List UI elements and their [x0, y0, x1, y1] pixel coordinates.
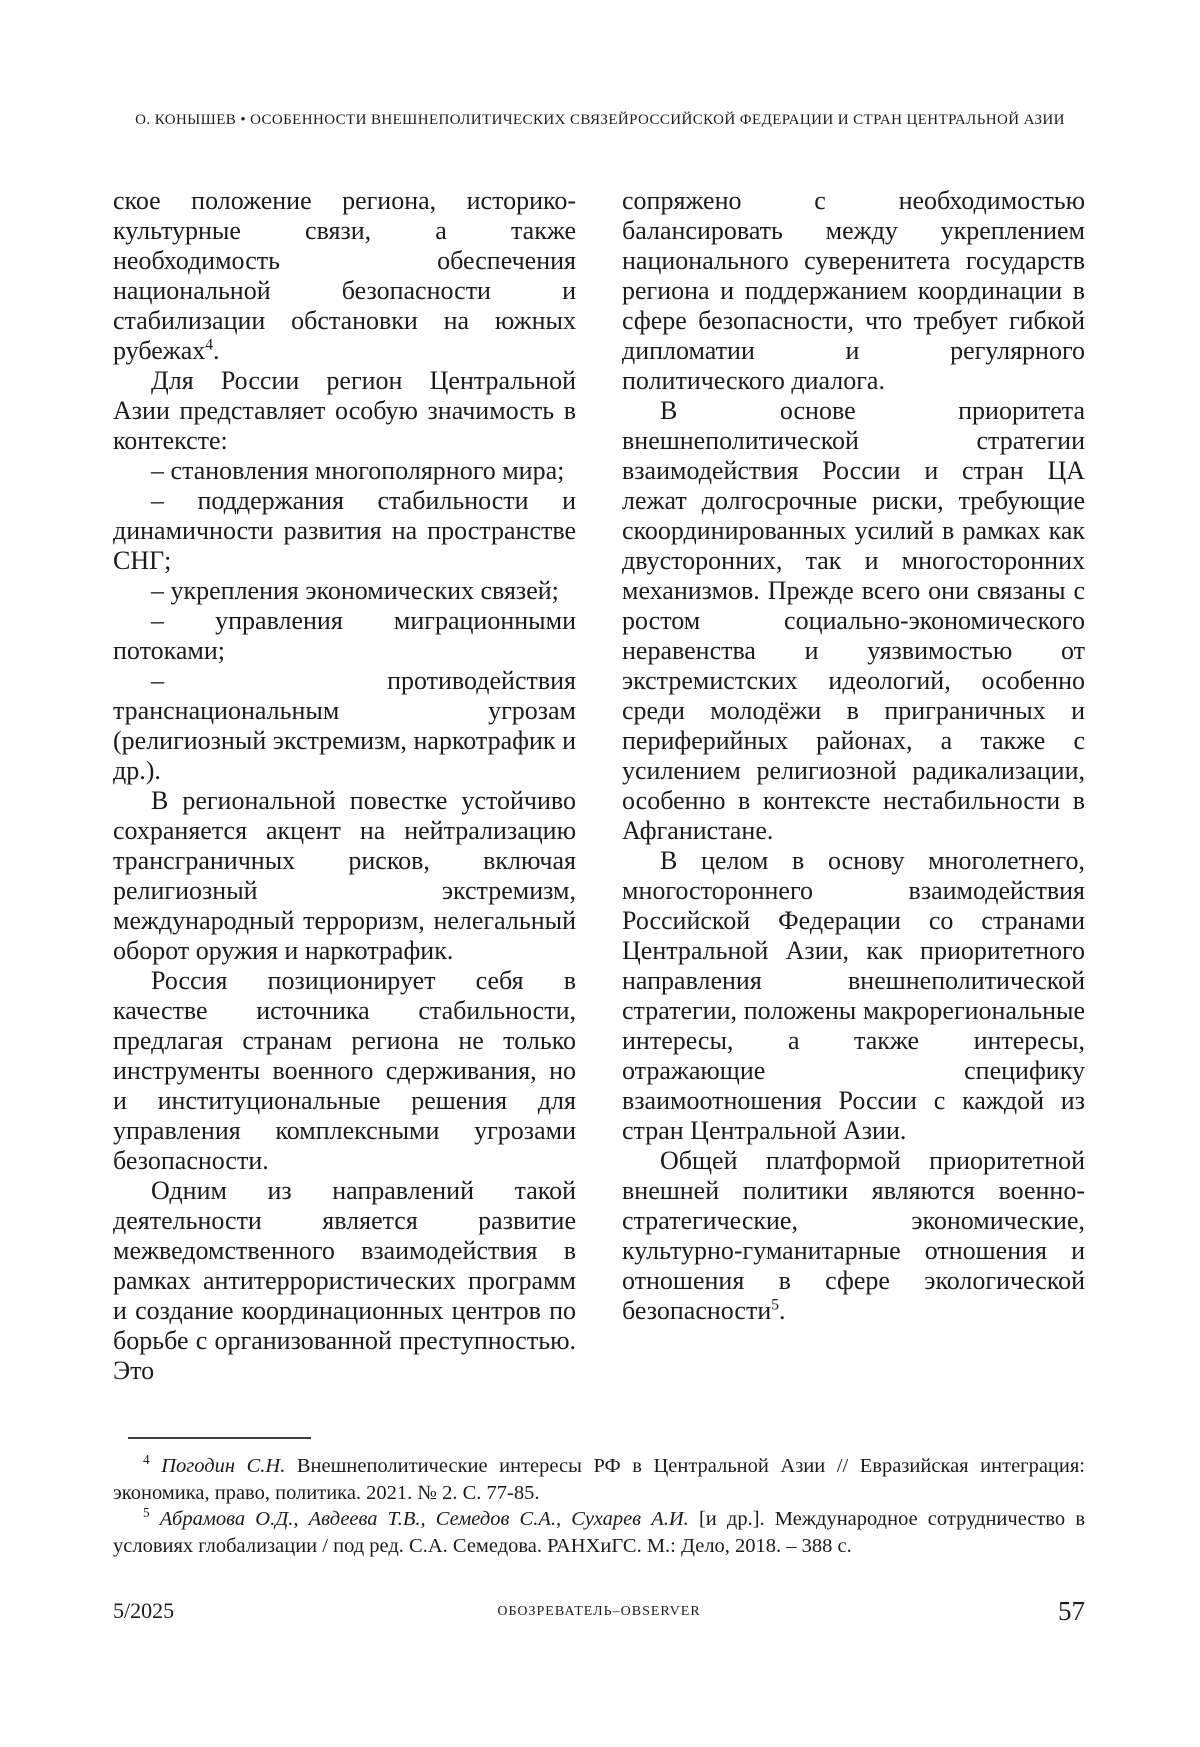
footnote-separator-rule — [128, 1437, 311, 1439]
body-paragraph: – управления миграционными потоками; — [113, 606, 576, 665]
footnotes-block — [113, 1453, 1085, 1559]
right-column — [622, 186, 1085, 1386]
body-paragraph: Для России регион Центральной Азии представляет особую значимость в контексте: — [113, 366, 576, 455]
footnote-authors: Абрамова О.Д., Авдеева Т.В., Семедов С.А., Сухарев А.И. — [159, 1508, 689, 1530]
body-paragraph: – становления многополярного мира; — [151, 456, 565, 485]
footnote-reference: 4 — [205, 336, 214, 354]
body-paragraph: В основе приоритета внешнеполитической стратегии взаимодействия России и стран ЦА лежат долгосрочные риски, требующие скоординированных усилий в рамках как двусторонних, так и многосторонних механизмов. Прежде всего они связаны с ростом социально-экономического неравенства и уязвимостью от экстремистских идеологий, особенно среди молодёжи в приграничных и периферийных районах, а также с усилением религиозной радикализации, особенно в контексте нестабильности в Афганистане. — [622, 396, 1085, 845]
body-paragraph: сопряжено с необходимостью балансировать между укреплением национального суверенитета государств региона и поддержанием координации в сфере безопасности, что требует гибкой дипломатии и регулярного политического диалога. — [622, 186, 1085, 395]
footnote-number: 4 — [143, 1452, 150, 1468]
body-paragraph: В целом в основу многолетнего, многостороннего взаимодействия Российской Федерации со странами Центральной Азии, как приоритетного направления внешнеполитической стратегии, положены макрорегиональные интересы, а также интересы, отражающие специфику взаимоотношения России с каждой из стран Центральной Азии. — [622, 846, 1085, 1145]
page-footer — [113, 1596, 1085, 1630]
left-column — [113, 186, 576, 1386]
body-paragraph: – поддержания стабильности и динамичности развития на пространстве СНГ; — [113, 486, 576, 575]
issue-number: 5/2025 — [113, 1598, 175, 1623]
footnote-number: 5 — [143, 1505, 150, 1521]
two-column-body — [113, 186, 1085, 1386]
footnote: $^5$ Абрамова О.Д., Авдеева Т.В., Семедов С.А., Сухарев А.И. [и др.]. Международное сотрудничество в условиях глобализации / под ред. С.А. Семедова. РАНХиГС. М.: Дело, 2018. – 388 с. — [113, 1505, 1085, 1557]
body-paragraph: – противодействия транснациональным угрозам (религиозный экстремизм, наркотрафик и др.). — [113, 666, 576, 785]
body-paragraph: – укрепления экономических связей; — [151, 576, 559, 605]
body-paragraph: ское положение региона, историко-культурные связи, а также необходимость обеспечения национальной безопасности и стабилизации обстановки на южных рубежах$^4$. — [113, 186, 576, 365]
journal-title: ОБОЗРЕВАТЕЛЬ–OBSERVER — [497, 1604, 701, 1619]
footnote-authors: Погодин С.Н. — [161, 1455, 286, 1477]
body-paragraph: Одним из направлений такой деятельности является развитие межведомственного взаимодействия в рамках антитеррористических программ и создание координационных центров по борьбе с организованной преступностью. Это — [113, 1176, 576, 1385]
footnote: $^4$ Погодин С.Н. Внешнеполитические интересы РФ в Центральной Азии // Евразийская интеграция: экономика, право, политика. 2021. № 2. С. 77-85. — [113, 1452, 1085, 1504]
page-number: 57 — [1058, 1596, 1085, 1626]
running-header: О. КОНЫШЕВ • ОСОБЕННОСТИ ВНЕШНЕПОЛИТИЧЕСКИХ СВЯЗЕЙРОССИЙСКОЙ ФЕДЕРАЦИИ И СТРАН ЦЕНТРАЛЬНОЙ АЗИИ — [135, 112, 1065, 128]
body-paragraph: Россия позиционирует себя в качестве источника стабильности, предлагая странам региона не только инструменты военного сдерживания, но и институциональные решения для управления комплексными угрозами безопасности. — [113, 966, 576, 1175]
body-paragraph: Общей платформой приоритетной внешней политики являются военно-стратегические, экономические, культурно-гуманитарные отношения и отношения в сфере экологической безопасности$^5$. — [622, 1146, 1085, 1325]
footnote-reference: 5 — [771, 1296, 780, 1314]
body-paragraph: В региональной повестке устойчиво сохраняется акцент на нейтрализацию трансграничных рисков, включая религиозный экстремизм, международный терроризм, нелегальный оборот оружия и наркотрафик. — [113, 786, 576, 965]
